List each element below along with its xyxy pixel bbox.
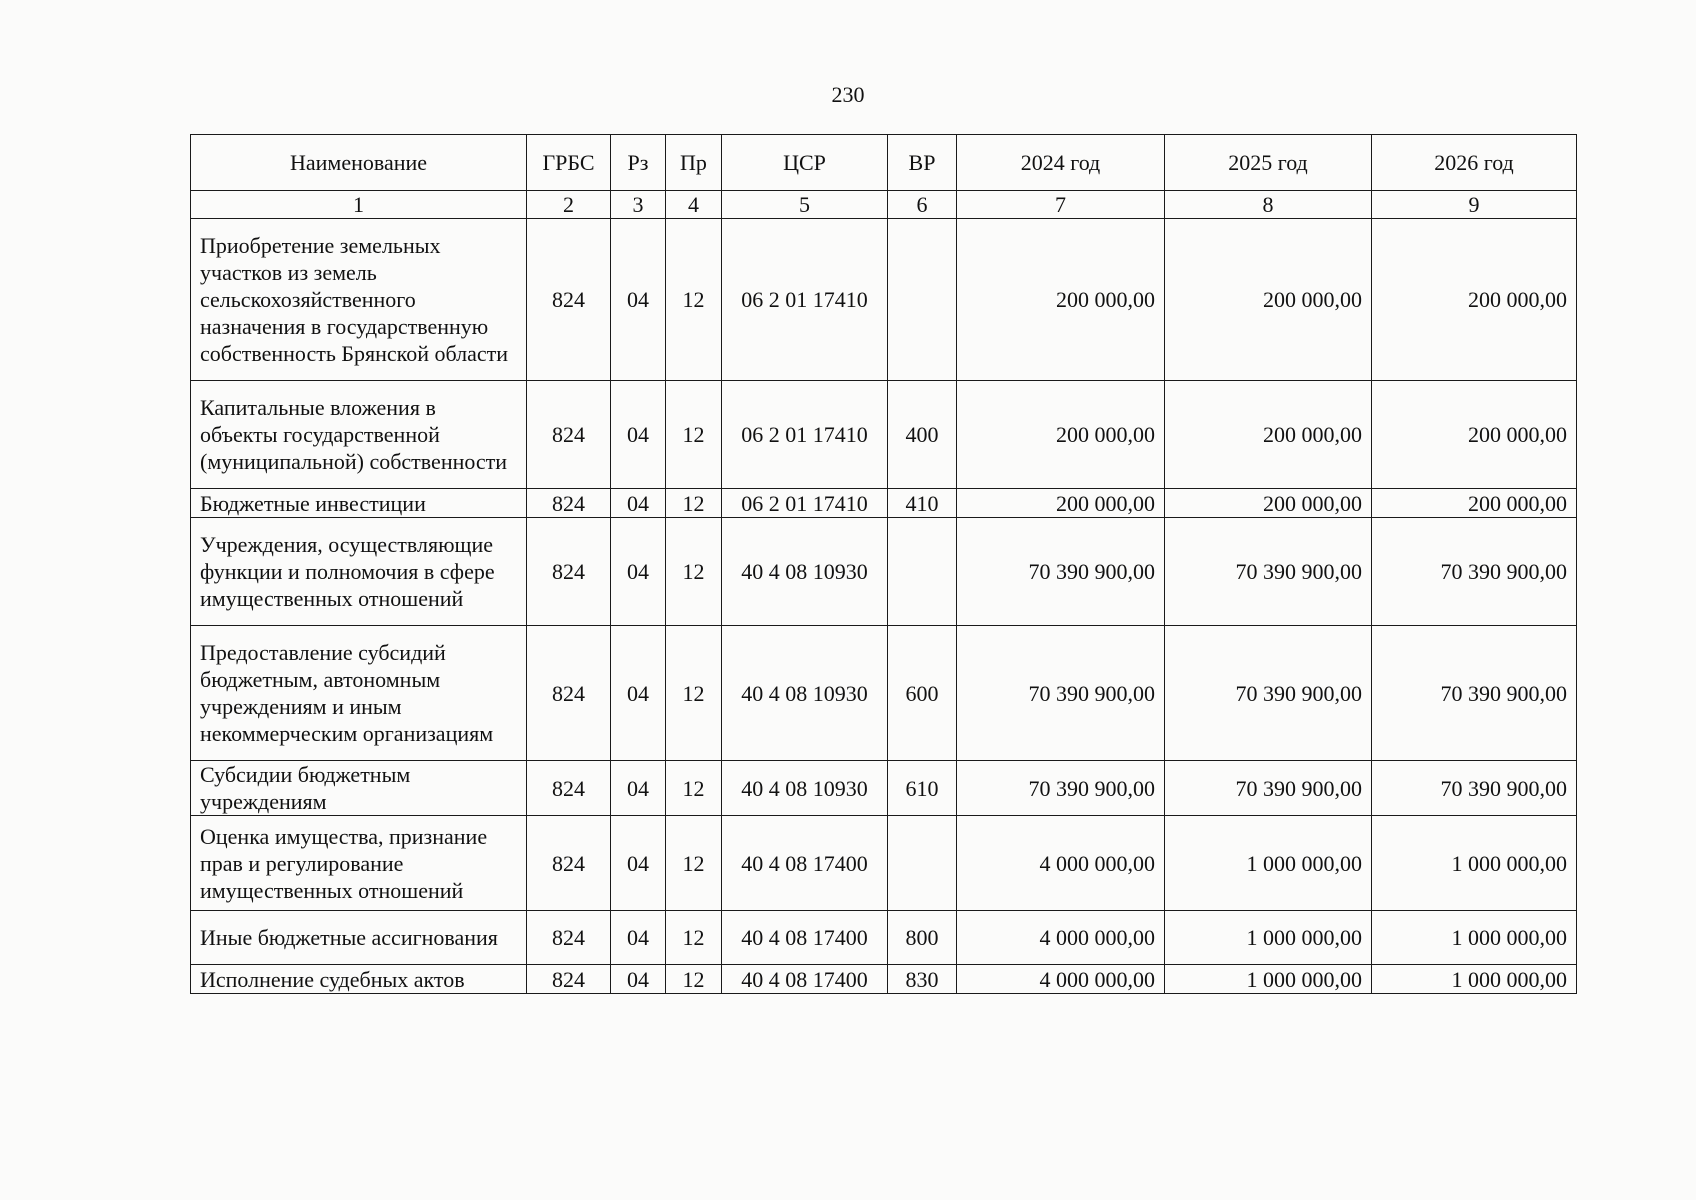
row-csr: 40 4 08 10930 xyxy=(722,761,888,816)
row-rz: 04 xyxy=(611,965,666,994)
column-number: 2 xyxy=(527,191,611,219)
row-csr: 06 2 01 17410 xyxy=(722,489,888,518)
row-amount-2026: 200 000,00 xyxy=(1372,381,1577,489)
row-vr: 400 xyxy=(888,381,957,489)
budget-table xyxy=(190,134,1577,994)
row-amount-2024: 4 000 000,00 xyxy=(957,816,1165,911)
column-number: 1 xyxy=(191,191,527,219)
row-name: Приобретение земельных участков из земель сельскохозяйственного назначения в государственную собственность Брянской области xyxy=(191,219,527,381)
row-amount-2026: 1 000 000,00 xyxy=(1372,965,1577,994)
row-amount-2024: 200 000,00 xyxy=(957,489,1165,518)
row-amount-2025: 200 000,00 xyxy=(1165,219,1372,381)
row-csr: 06 2 01 17410 xyxy=(722,381,888,489)
row-rz: 04 xyxy=(611,816,666,911)
row-rz: 04 xyxy=(611,518,666,626)
row-vr xyxy=(888,816,957,911)
row-grbs: 824 xyxy=(527,911,611,965)
column-number: 5 xyxy=(722,191,888,219)
row-amount-2025: 70 390 900,00 xyxy=(1165,761,1372,816)
row-pr: 12 xyxy=(666,816,722,911)
row-rz: 04 xyxy=(611,761,666,816)
row-csr: 40 4 08 10930 xyxy=(722,518,888,626)
row-amount-2026: 70 390 900,00 xyxy=(1372,518,1577,626)
table-header-row xyxy=(191,135,1577,191)
row-amount-2026: 1 000 000,00 xyxy=(1372,816,1577,911)
table-row xyxy=(191,965,1577,994)
row-amount-2026: 1 000 000,00 xyxy=(1372,911,1577,965)
row-name: Бюджетные инвестиции xyxy=(191,489,527,518)
row-csr: 40 4 08 17400 xyxy=(722,965,888,994)
table-row xyxy=(191,816,1577,911)
row-grbs: 824 xyxy=(527,761,611,816)
row-grbs: 824 xyxy=(527,816,611,911)
row-amount-2024: 70 390 900,00 xyxy=(957,761,1165,816)
row-rz: 04 xyxy=(611,219,666,381)
table-row xyxy=(191,518,1577,626)
row-name: Оценка имущества, признание прав и регулирование имущественных отношений xyxy=(191,816,527,911)
row-name: Капитальные вложения в объекты государственной (муниципальной) собственности xyxy=(191,381,527,489)
row-amount-2026: 200 000,00 xyxy=(1372,489,1577,518)
row-csr: 40 4 08 10930 xyxy=(722,626,888,761)
row-pr: 12 xyxy=(666,381,722,489)
row-amount-2025: 70 390 900,00 xyxy=(1165,518,1372,626)
row-vr xyxy=(888,219,957,381)
header-grbs: ГРБС xyxy=(527,135,611,191)
row-vr: 800 xyxy=(888,911,957,965)
row-pr: 12 xyxy=(666,761,722,816)
row-amount-2025: 70 390 900,00 xyxy=(1165,626,1372,761)
table-row xyxy=(191,761,1577,816)
row-rz: 04 xyxy=(611,381,666,489)
column-number-row xyxy=(191,191,1577,219)
column-number: 7 xyxy=(957,191,1165,219)
row-pr: 12 xyxy=(666,965,722,994)
row-grbs: 824 xyxy=(527,381,611,489)
row-rz: 04 xyxy=(611,489,666,518)
row-csr: 40 4 08 17400 xyxy=(722,816,888,911)
column-number: 6 xyxy=(888,191,957,219)
header-name: Наименование xyxy=(191,135,527,191)
row-vr: 830 xyxy=(888,965,957,994)
row-rz: 04 xyxy=(611,626,666,761)
column-number: 9 xyxy=(1372,191,1577,219)
row-csr: 40 4 08 17400 xyxy=(722,911,888,965)
row-amount-2026: 200 000,00 xyxy=(1372,219,1577,381)
table-row xyxy=(191,381,1577,489)
row-name: Исполнение судебных актов xyxy=(191,965,527,994)
row-pr: 12 xyxy=(666,911,722,965)
row-grbs: 824 xyxy=(527,626,611,761)
row-grbs: 824 xyxy=(527,965,611,994)
column-number: 8 xyxy=(1165,191,1372,219)
row-name: Субсидии бюджетным учреждениям xyxy=(191,761,527,816)
column-number: 3 xyxy=(611,191,666,219)
row-amount-2024: 200 000,00 xyxy=(957,219,1165,381)
header-csr: ЦСР xyxy=(722,135,888,191)
row-pr: 12 xyxy=(666,626,722,761)
row-amount-2025: 1 000 000,00 xyxy=(1165,911,1372,965)
row-amount-2025: 1 000 000,00 xyxy=(1165,965,1372,994)
row-pr: 12 xyxy=(666,489,722,518)
row-name: Иные бюджетные ассигнования xyxy=(191,911,527,965)
row-vr: 410 xyxy=(888,489,957,518)
row-amount-2024: 70 390 900,00 xyxy=(957,626,1165,761)
row-amount-2024: 200 000,00 xyxy=(957,381,1165,489)
header-pr: Пр xyxy=(666,135,722,191)
row-rz: 04 xyxy=(611,911,666,965)
header-2024: 2024 год xyxy=(957,135,1165,191)
row-pr: 12 xyxy=(666,219,722,381)
row-amount-2025: 200 000,00 xyxy=(1165,381,1372,489)
row-vr xyxy=(888,518,957,626)
row-grbs: 824 xyxy=(527,489,611,518)
row-amount-2025: 200 000,00 xyxy=(1165,489,1372,518)
page-number: 230 xyxy=(831,82,865,107)
row-amount-2024: 70 390 900,00 xyxy=(957,518,1165,626)
header-vr: ВР xyxy=(888,135,957,191)
table-row xyxy=(191,489,1577,518)
column-number: 4 xyxy=(666,191,722,219)
row-amount-2024: 4 000 000,00 xyxy=(957,911,1165,965)
row-vr: 600 xyxy=(888,626,957,761)
header-rz: Рз xyxy=(611,135,666,191)
header-2026: 2026 год xyxy=(1372,135,1577,191)
row-name: Учреждения, осуществляющие функции и полномочия в сфере имущественных отношений xyxy=(191,518,527,626)
row-amount-2024: 4 000 000,00 xyxy=(957,965,1165,994)
row-name: Предоставление субсидий бюджетным, автономным учреждениям и иным некоммерческим организациям xyxy=(191,626,527,761)
row-amount-2025: 1 000 000,00 xyxy=(1165,816,1372,911)
table-row xyxy=(191,626,1577,761)
row-vr: 610 xyxy=(888,761,957,816)
row-pr: 12 xyxy=(666,518,722,626)
row-grbs: 824 xyxy=(527,219,611,381)
row-amount-2026: 70 390 900,00 xyxy=(1372,761,1577,816)
row-amount-2026: 70 390 900,00 xyxy=(1372,626,1577,761)
table-row xyxy=(191,219,1577,381)
row-csr: 06 2 01 17410 xyxy=(722,219,888,381)
header-2025: 2025 год xyxy=(1165,135,1372,191)
table-row xyxy=(191,911,1577,965)
row-grbs: 824 xyxy=(527,518,611,626)
